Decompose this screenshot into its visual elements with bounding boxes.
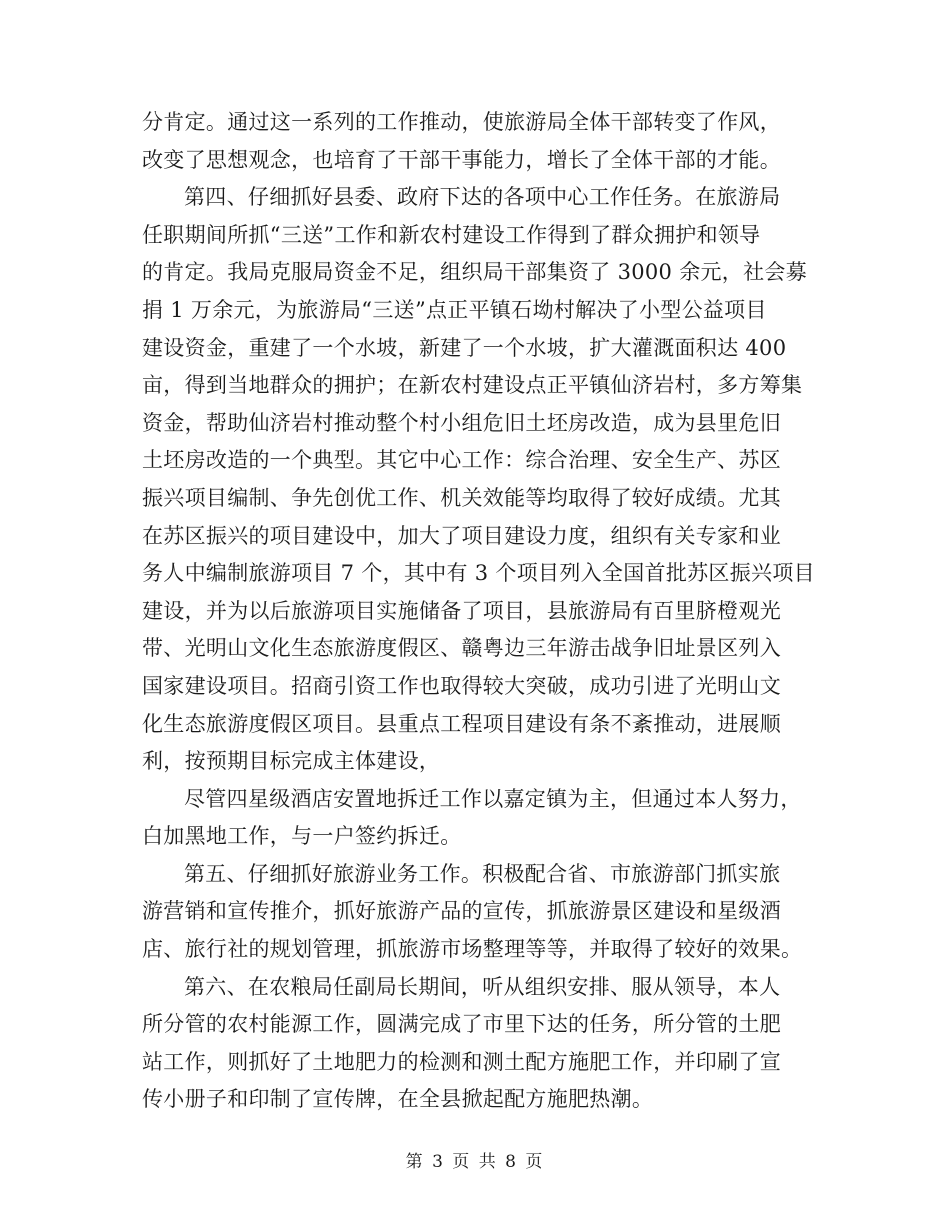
text-line: 第五、仔细抓好旅游业务工作。积极配合省、市旅游部门抓实旅: [184, 861, 781, 886]
text-line: 分肯定。通过这一系列的工作推动，使旅游局全体干部转变了作风，: [142, 110, 781, 134]
text-line: 土坯房改造的一个典型。其它中心工作：综合治理、安全生产、苏区: [142, 448, 781, 473]
text-line: 改变了思想观念，也培育了干部干事能力，增长了全体干部的才能。: [142, 147, 781, 172]
paragraph: [142, 104, 822, 179]
document-body: [142, 104, 822, 1119]
paragraph: [142, 856, 822, 969]
text-line: 化生态旅游度假区项目。县重点工程项目建设有条不紊推动，进展顺: [142, 711, 781, 736]
text-line: 国家建设项目。招商引资工作也取得较大突破，成功引进了光明山文: [142, 673, 781, 698]
text-line: 白加黑地工作，与一户签约拆迁。: [142, 824, 462, 849]
text-line: 尽管四星级酒店安置地拆迁工作以嘉定镇为主，但通过本人努力，: [184, 786, 802, 811]
text-line: 带、光明山文化生态旅游度假区、赣粤边三年游击战争旧址景区列入: [142, 636, 781, 661]
text-line: 任职期间所抓“三送”工作和新农村建设工作得到了群众拥护和领导: [142, 222, 761, 247]
text-line: 在苏区振兴的项目建设中，加大了项目建设力度，组织有关专家和业: [142, 523, 781, 548]
text-line: 第六、在农粮局任副局长期间，听从组织安排、服从领导，本人: [184, 974, 781, 999]
paragraph: [142, 781, 822, 856]
text-line: 亩，得到当地群众的拥护；在新农村建设点正平镇仙济岩村，多方筹集: [142, 373, 803, 398]
paragraph: [142, 179, 822, 781]
text-line: 所分管的农村能源工作，圆满完成了市里下达的任务，所分管的土肥: [142, 1012, 781, 1037]
text-line: 店、旅行社的规划管理，抓旅游市场整理等等，并取得了较好的效果。: [142, 937, 803, 962]
text-line: 建设，并为以后旅游项目实施储备了项目，县旅游局有百里脐橙观光: [142, 598, 781, 623]
text-line: 资金，帮助仙济岩村推动整个村小组危旧土坯房改造，成为县里危旧: [142, 410, 781, 435]
text-line: 建设资金，重建了一个水坡，新建了一个水坡，扩大灌溉面积达 400: [142, 335, 787, 360]
text-line: 的肯定。我局克服局资金不足，组织局干部集资了 3000 余元，社会募: [142, 260, 807, 285]
text-line: 站工作，则抓好了土地肥力的检测和测土配方施肥工作，并印刷了宣: [142, 1049, 781, 1074]
text-line: 利，按预期目标完成主体建设，: [142, 749, 441, 774]
text-line: 务人中编制旅游项目 7 个，其中有 3 个项目列入全国首批苏区振兴项目: [142, 561, 815, 586]
text-line: 捐 1 万余元，为旅游局“三送”点正平镇石坳村解决了小型公益项目: [142, 297, 767, 322]
text-line: 振兴项目编制、争先创优工作、机关效能等均取得了较好成绩。尤其: [142, 485, 781, 510]
page-footer: 第 3 页 共 8 页: [405, 1152, 545, 1172]
text-line: 传小册子和印制了宣传牌，在全县掀起配方施肥热潮。: [142, 1087, 654, 1112]
text-line: 游营销和宣传推介，抓好旅游产品的宣传，抓旅游景区建设和星级酒: [142, 899, 781, 924]
text-line: 第四、仔细抓好县委、政府下达的各项中心工作任务。在旅游局: [184, 185, 781, 210]
paragraph: [142, 969, 822, 1119]
